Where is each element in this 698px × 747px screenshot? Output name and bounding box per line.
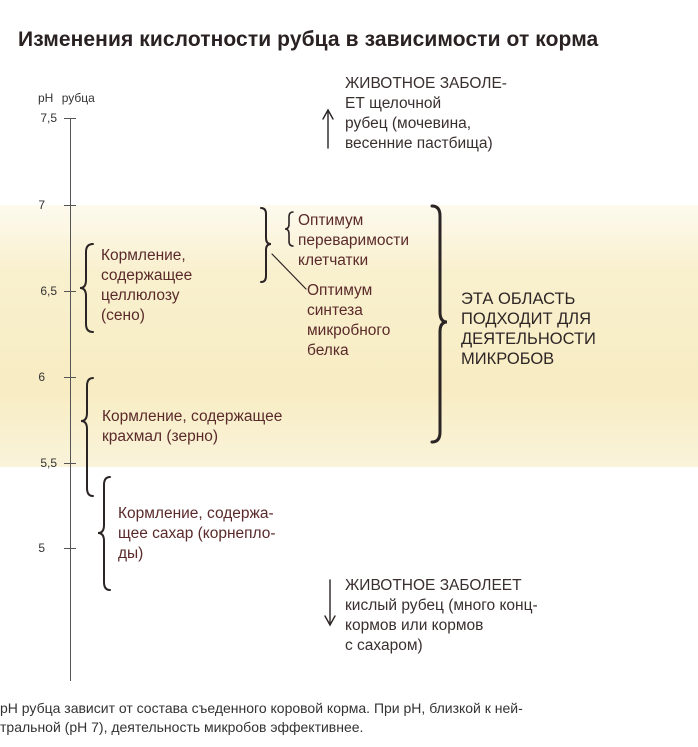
bracket-cellulose: [80, 244, 93, 332]
acid-warning: [345, 576, 538, 656]
text-line: Кормление, содержа-: [118, 505, 274, 522]
text-line: крахмал (зерно): [102, 428, 219, 445]
text-line: Кормление, содержащее: [102, 408, 283, 425]
bracket-sugar: [98, 477, 110, 590]
axis-label-ph: pH: [38, 91, 54, 105]
text-line: кислый рубец (много конц-: [345, 597, 538, 614]
text-line: рубец (мочевина,: [345, 115, 472, 132]
text-line: ЕТ щелочной: [345, 95, 442, 112]
page-title: Изменения кислотности рубца в зависимости от корма: [18, 28, 599, 51]
bracket-starch: [81, 378, 93, 496]
text-line: весенние пастбища): [345, 135, 493, 152]
text-line: содержащее: [101, 267, 193, 284]
text-line: переваримости: [298, 232, 409, 249]
text-line: микробного: [307, 322, 391, 339]
text-line: ЭТА ОБЛАСТЬ: [461, 290, 576, 308]
text-line: Кормление,: [101, 247, 186, 264]
text-line: ПОДХОДИТ ДЛЯ: [461, 310, 592, 328]
tick-label: 6,5: [40, 284, 57, 298]
text-line: щее сахар (корнепло-: [118, 525, 276, 542]
tick-label: 7: [38, 198, 45, 212]
optimum-protein: [307, 281, 390, 361]
text-line: (сено): [101, 307, 145, 324]
alkaline-warning: [345, 74, 507, 154]
bracket-microbes-zone: [432, 206, 447, 442]
axis-label-rumen: рубца: [61, 91, 95, 105]
tick-label: 5,5: [40, 456, 57, 470]
arrow-up-icon: [323, 110, 333, 148]
text-line: ДЕЯТЕЛЬНОСТИ: [461, 330, 596, 348]
tick-label: 5: [38, 541, 45, 555]
feed-starch: [102, 407, 282, 447]
tick-label: 7,5: [40, 111, 57, 125]
text-line: Оптимум: [298, 212, 364, 229]
bracket-optimum-range: [261, 208, 271, 282]
text-line: кормов или кормов: [345, 617, 484, 634]
text-line: ЖИВОТНОЕ ЗАБОЛЕЕТ: [345, 577, 522, 594]
text-line: целлюлозу: [101, 287, 180, 304]
feed-sugar: [118, 504, 276, 564]
text-line: белка: [307, 342, 349, 359]
arrow-down-icon: [325, 580, 335, 625]
optimum-fiber: [298, 211, 409, 271]
text-line: Оптимум: [307, 282, 373, 299]
text-line: МИКРОБОВ: [461, 350, 555, 368]
text-line: с сахаром): [345, 637, 423, 654]
text-line: синтеза: [307, 302, 363, 319]
feed-cellulose: [101, 246, 192, 326]
microbes-zone-label: [461, 289, 596, 369]
caption-line: тральной (pH 7), деятельность микробов эффективнее.: [0, 719, 364, 735]
text-line: клетчатки: [298, 252, 369, 269]
figure-caption: [0, 699, 698, 737]
bracket-optimum-fiber: [285, 212, 293, 246]
text-line: ды): [118, 545, 144, 562]
tick-label: 6: [38, 370, 45, 384]
text-line: ЖИВОТНОЕ ЗАБОЛЕ-: [345, 75, 507, 92]
caption-line: pH рубца зависит от состава съеденного коровой корма. При pH, близкой к ней-: [0, 700, 523, 716]
